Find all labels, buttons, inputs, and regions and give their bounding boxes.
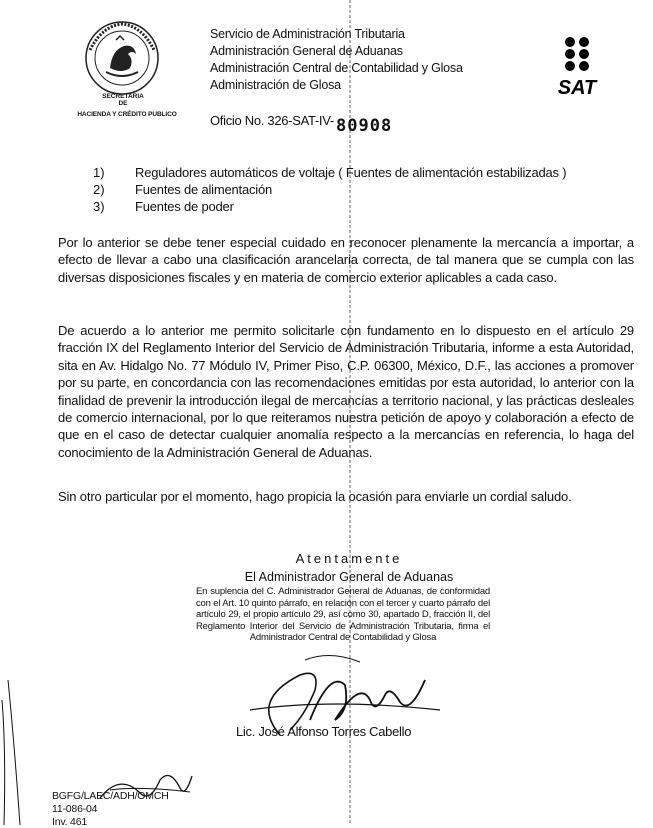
administrator-title: El Administrador General de Aduanas <box>244 570 454 584</box>
reference-inventory: Inv. 461 <box>52 816 87 828</box>
hacienda-label: HACIENDA Y CRÉDITO PUBLICO <box>77 111 177 118</box>
svg-text:SAT: SAT <box>557 77 597 98</box>
oficio-number: 80908 <box>336 116 393 136</box>
list-item-number: 2) <box>93 182 105 197</box>
oficio-label: Oficio No. 326-SAT-IV- <box>210 113 334 128</box>
header-line-3: Administración Central de Contabilidad y Glosa <box>210 61 463 75</box>
paragraph-1: Por lo anterior se debe tener especial cuidado en reconocer plenamente la mercancía a importar, a efecto de llevar a cabo una clasificación arancelaria correcta, de tal manera que se cumpla con las diversas disposiciones fiscales y en materia de comercio exterior aplicables a cada caso. <box>58 235 634 285</box>
margin-mark-icon <box>0 680 40 825</box>
reference-initials: BGFG/LAEC/ADH/OMCH <box>52 790 169 802</box>
signer-name: Lic. José Alfonso Torres Cabello <box>236 724 412 739</box>
paragraph-2: De acuerdo a lo anterior me permito solicitarle con fundamento en lo dispuesto en el artículo 29 fracción IX del Reglamento Interior del Servicio de Administración Tributaria, informe a esta Autoridad, sita en Av. Hidalgo No. 77 Módulo IV, Primer Piso, C.P. 06300, México, D.F., las acciones a promover por su parte, en concordancia con las recomendaciones emitidas por esta autoridad, lo anterior con la finalidad de prevenir la introducción ilegal de mercancías a territorio nacional, y las prácticas desleales de comercio internacional, por lo que reiteramos nuestra petición de apoyo y colaboración a efecto de que en el caso de detectar cualquier anomalía respecto a la mercancías en referencia, lo haga del conocimiento de la Administración General de Aduanas. <box>58 323 634 460</box>
header-line-1: Servicio de Administración Tributaria <box>210 27 405 41</box>
suplencia-text: En suplencia del C. Administrador General de Aduanas, de conformidad con el Art. 10 quinto párrafo, en relación con el tercer y cuarto párrafo del artículo 29, el propio artículo 29, así como 30, apartado D, fracción II, del Reglamento Interior del Servicio de Administración Tributaria, firma el Administrador Central de Contabilidad y Glosa <box>196 586 490 643</box>
secretaria-label: SECRETARIA DE <box>102 93 144 107</box>
atentamente-label: Atentamente <box>295 551 403 566</box>
sat-logo-icon <box>548 34 606 98</box>
header-line-2: Administración General de Aduanas <box>210 44 403 58</box>
initials-scribble-icon <box>50 768 200 808</box>
reference-code: 11-086-04 <box>52 803 98 815</box>
header-line-4: Administración de Glosa <box>210 78 341 92</box>
list-item-text: Reguladores automáticos de voltaje ( Fuentes de alimentación estabilizadas ) <box>135 165 567 180</box>
list-item-text: Fuentes de poder <box>135 199 234 214</box>
list-item-number: 3) <box>93 199 105 214</box>
list-item-text: Fuentes de alimentación <box>135 182 273 197</box>
paragraph-3: Sin otro particular por el momento, hago propicia la ocasión para enviarle un cordial saludo. <box>58 489 572 504</box>
list-item-number: 1) <box>93 165 105 180</box>
mexico-seal-icon <box>82 20 162 98</box>
